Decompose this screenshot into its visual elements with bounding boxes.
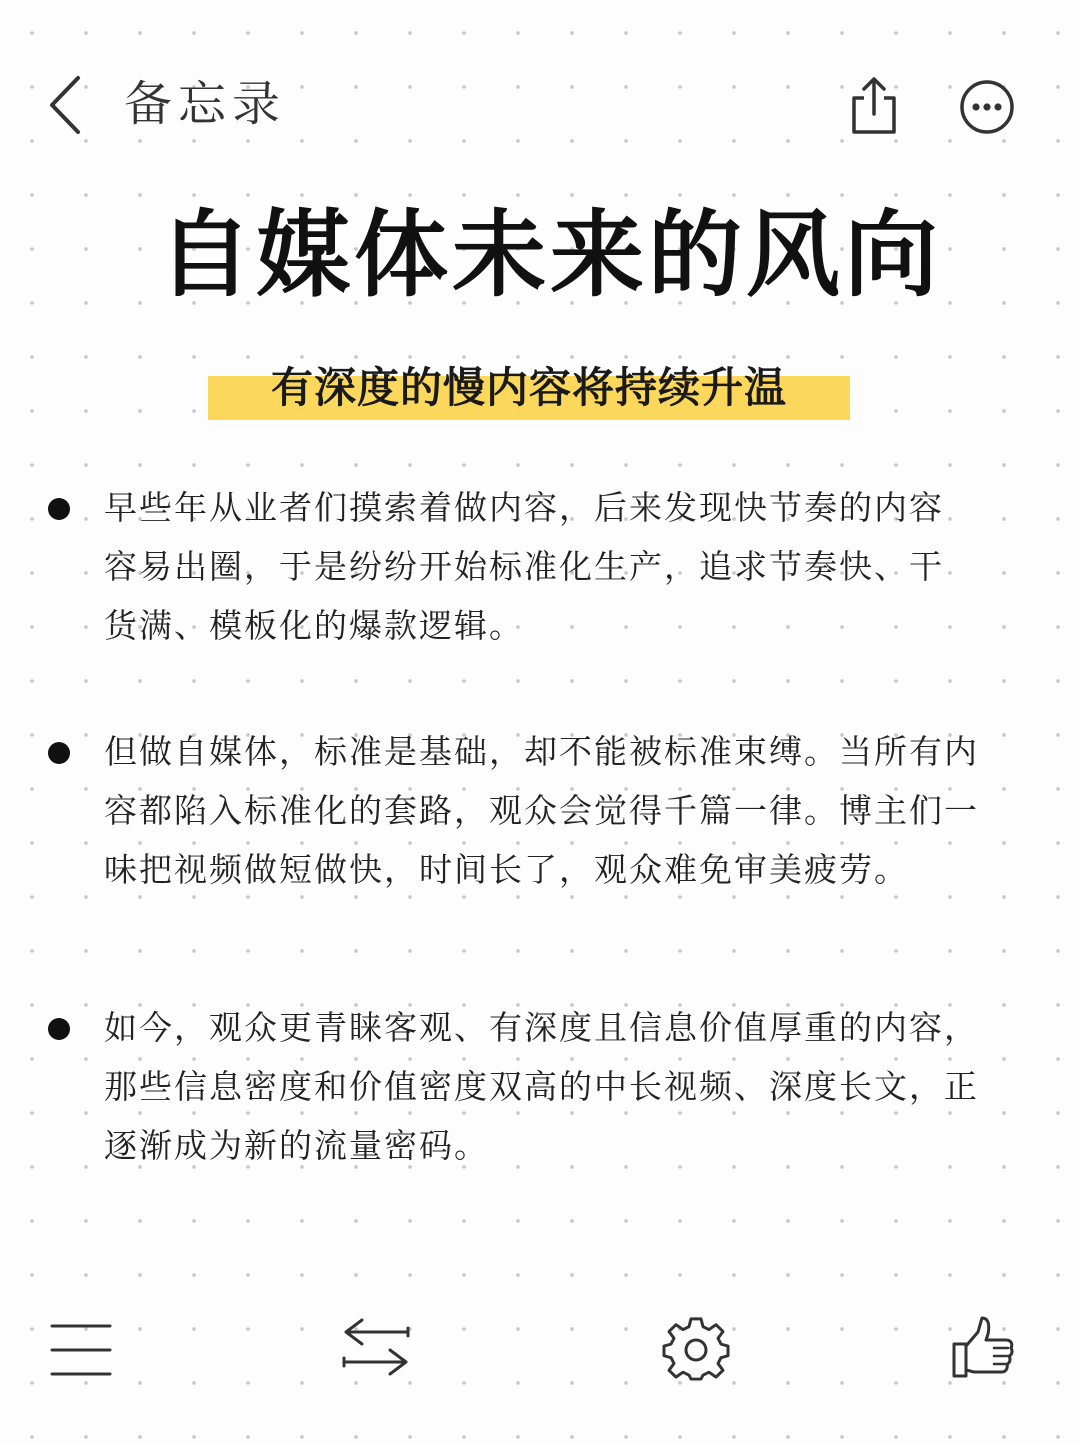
- bullet-line: 早些年从业者们摸索着做内容，后来发现快节奏的内容: [104, 488, 944, 527]
- bullet-line: 味把视频做短做快，时间长了，观众难免审美疲劳。: [104, 850, 909, 889]
- swap-arrows-icon: [338, 1318, 414, 1382]
- settings-button[interactable]: [662, 1316, 730, 1384]
- chevron-left-icon: [38, 70, 98, 140]
- like-button[interactable]: [950, 1314, 1016, 1380]
- subtitle: 有深度的慢内容将持续升温: [270, 363, 787, 412]
- bullet-line: 容易出圈，于是纷纷开始标准化生产，追求节奏快、干: [104, 547, 944, 586]
- more-button[interactable]: [958, 78, 1016, 136]
- bullet-dot: [48, 498, 70, 520]
- bottom-toolbar: [0, 1300, 1080, 1400]
- subtitle-block: [208, 356, 850, 422]
- back-button[interactable]: [38, 70, 98, 140]
- app-title: 备忘录: [124, 76, 287, 132]
- bullet-text: [104, 478, 1009, 655]
- bullet-text: [104, 998, 1009, 1175]
- bullet-dot: [48, 1018, 70, 1040]
- gear-icon: [662, 1316, 730, 1384]
- thumbs-up-icon: [950, 1314, 1016, 1380]
- more-icon: [958, 78, 1016, 136]
- share-icon: [846, 74, 902, 138]
- top-bar: [0, 0, 1080, 200]
- bullet-line: 如今，观众更青睐客观、有深度且信息价值厚重的内容，: [104, 1008, 979, 1047]
- bullet-text: [104, 722, 1009, 899]
- menu-icon: [48, 1320, 114, 1380]
- bullet-line: 容都陷入标准化的套路，观众会觉得千篇一律。博主们一: [104, 791, 979, 830]
- bullet-line: 那些信息密度和价值密度双高的中长视频、深度长文，正: [104, 1067, 979, 1106]
- menu-button[interactable]: [48, 1320, 114, 1380]
- bullet-line: 货满、模板化的爆款逻辑。: [104, 606, 524, 645]
- bullet-line: 逐渐成为新的流量密码。: [104, 1126, 489, 1165]
- swap-button[interactable]: [338, 1318, 414, 1382]
- share-button[interactable]: [846, 74, 902, 138]
- bullet-line: 但做自媒体，标准是基础，却不能被标准束缚。当所有内: [104, 732, 979, 771]
- page-title: 自媒体未来的风向: [157, 201, 942, 310]
- bullet-dot: [48, 742, 70, 764]
